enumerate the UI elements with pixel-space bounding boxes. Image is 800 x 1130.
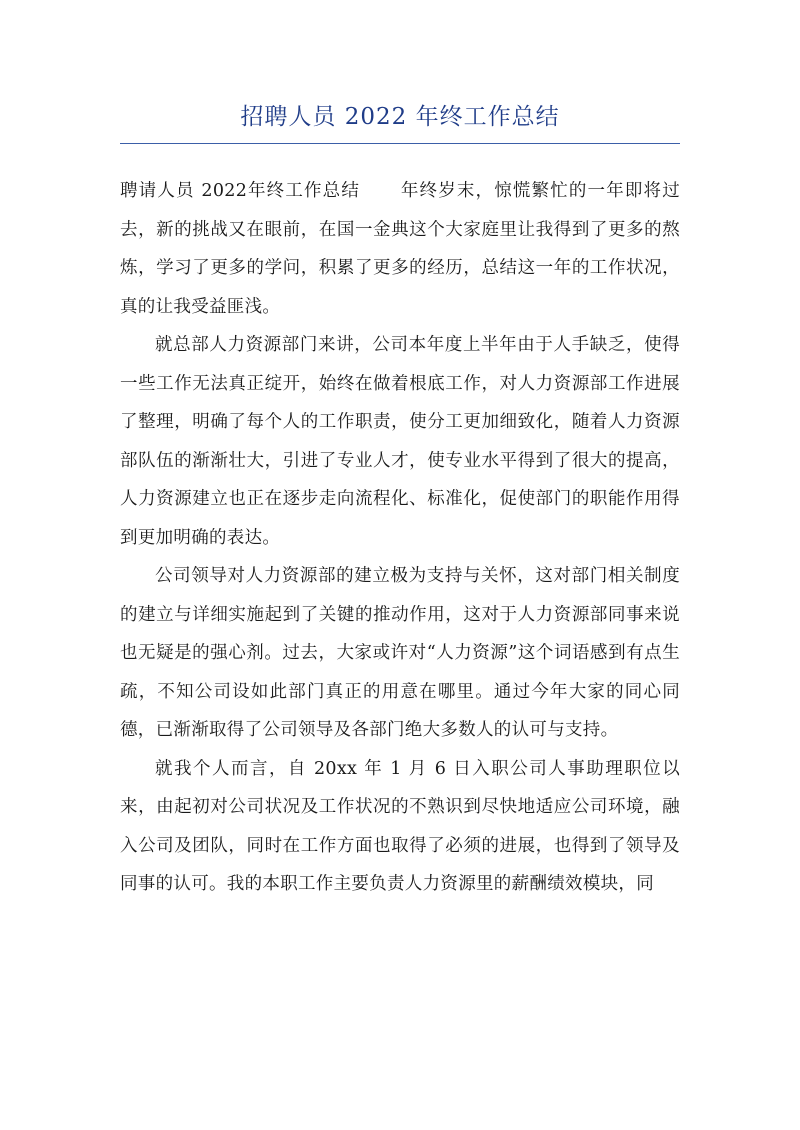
- intro-lead: 聘请人员 2022年终工作总结: [120, 181, 360, 201]
- document-body: [120, 172, 680, 904]
- intro-paragraph: [120, 172, 680, 326]
- document-title: 招聘人员 2022 年终工作总结: [240, 104, 560, 130]
- paragraph-personal: 就我个人而言，自 20xx 年 1 月 6 日入职公司人事助理职位以来，由起初对公司状况及工作状况的不熟识到尽快地适应公司环境，融入公司及团队，同时在工作方面也取得了必须的进展，也得到了领导及同事的认可。我的本职工作主要负责人力资源里的薪酬绩效模块，同: [120, 758, 680, 894]
- intro-rest: 年终岁末，惊慌繁忙的一年即将过去，新的挑战又在眼前，在国一金典这个大家庭里让我得到了更多的熬炼，学习了更多的学问，积累了更多的经历，总结这一年的工作状况，真的让我受益匪浅。: [120, 181, 680, 317]
- paragraph-hr-department: 就总部人力资源部门来讲，公司本年度上半年由于人手缺乏，使得一些工作无法真正绽开，始终在做着根底工作，对人力资源部工作进展了整理，明确了每个人的工作职责，使分工更加细致化，随着人力资源部队伍的渐渐壮大，引进了专业人才，使专业水平得到了很大的提高，人力资源建立也正在逐步走向流程化、标准化，促使部门的职能作用得到更加明确的表达。: [120, 335, 680, 548]
- paragraph-leadership-support: 公司领导对人力资源部的建立极为支持与关怀，这对部门相关制度的建立与详细实施起到了关键的推动作用，这对于人力资源部同事来说也无疑是的强心剂。过去，大家或许对“人力资源”这个词语感到有点生疏，不知公司设如此部门真正的用意在哪里。通过今年大家的同心同德，已渐渐取得了公司领导及各部门绝大多数人的认可与支持。: [120, 566, 680, 740]
- title-divider: [120, 143, 680, 144]
